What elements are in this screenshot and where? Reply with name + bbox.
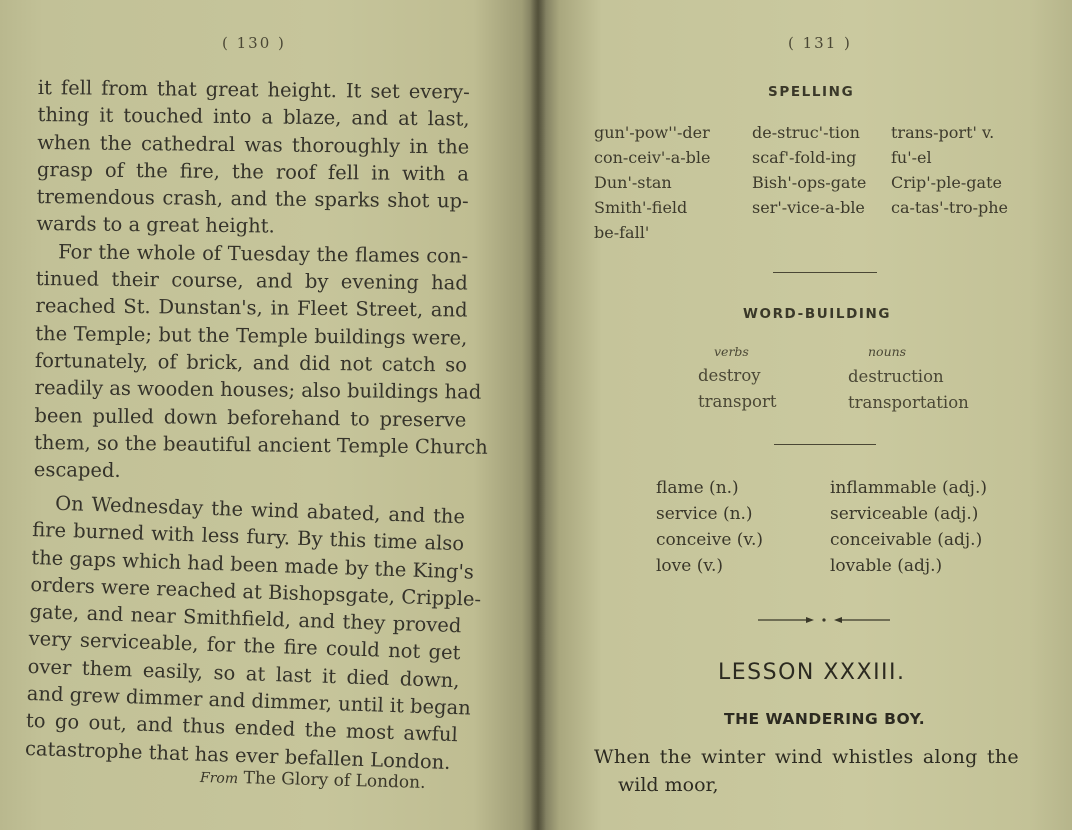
- text-line: tinued their course, and by evening had: [35, 267, 468, 295]
- paragraph-3: [24, 489, 482, 776]
- poem-text: [594, 746, 1054, 796]
- spelling-word: con-ceiv'-a-ble: [594, 148, 711, 167]
- word-building-heading: WORD-BUILDING: [743, 306, 892, 322]
- text-line: the gaps which had been made by the King's: [31, 545, 475, 584]
- right-page: [538, 0, 1072, 830]
- text-line: escaped.: [33, 458, 121, 483]
- poem-line: wild moor,: [618, 774, 719, 796]
- attribution-source: The Glory of London.: [243, 768, 426, 793]
- spelling-word: ca-tas'-tro-phe: [891, 198, 1009, 217]
- pos-left-word: love (v.): [656, 556, 723, 576]
- verb-word: destroy: [698, 366, 761, 385]
- paragraph-2: [33, 238, 488, 488]
- pos-right-word: conceivable (adj.): [830, 530, 983, 550]
- pos-left-word: service (n.): [656, 504, 753, 524]
- right-page-number: ( 131 ): [788, 34, 852, 52]
- noun-word: destruction: [848, 367, 944, 386]
- spelling-word: Smith'-field: [594, 198, 688, 217]
- spelling-column-2: [752, 120, 866, 220]
- text-line: when the cathedral was thoroughly in the: [37, 130, 470, 159]
- noun-word: transportation: [848, 393, 969, 412]
- text-line: catastrophe that has ever befallen London.: [24, 736, 451, 775]
- left-body-text: [24, 74, 488, 775]
- text-line: readily as wooden houses; also buildings had: [34, 376, 482, 404]
- text-line: fortunately, of brick, and did not catch so: [34, 348, 468, 377]
- verbs-label: verbs: [714, 344, 749, 359]
- attribution-from: From: [199, 770, 239, 788]
- spelling-word: gun'-pow''-der: [594, 123, 710, 142]
- ornament-divider: [758, 612, 890, 628]
- text-line: been pulled down beforehand to preserve: [34, 403, 467, 432]
- verb-word: transport: [698, 392, 777, 411]
- text-line: very serviceable, for the fire could not get: [28, 627, 461, 666]
- text-line: wards to a great height.: [36, 212, 275, 238]
- pos-left-word: conceive (v.): [656, 530, 764, 550]
- spelling-word: ser'-vice-a-ble: [752, 198, 865, 217]
- spelling-word: fu'-el: [891, 148, 932, 167]
- spelling-word: Dun'-stan: [594, 173, 672, 192]
- poem-line: When the winter wind whistles along the: [594, 746, 1019, 768]
- text-line: tremendous crash, and the sparks shot up-: [36, 185, 469, 213]
- text-line: For the whole of Tuesday the flames con-: [58, 240, 469, 268]
- book-gutter: [530, 0, 546, 830]
- spelling-word: trans-port' v.: [891, 123, 995, 142]
- spelling-word: de-struc'-tion: [752, 123, 860, 142]
- divider-rule: [773, 272, 877, 273]
- spelling-word: Crip'-ple-gate: [891, 173, 1002, 192]
- text-line: and grew dimmer and dimmer, until it began: [26, 682, 472, 721]
- pos-right-word: lovable (adj.): [830, 556, 943, 576]
- text-line: it fell from that great height. It set every-: [37, 75, 470, 104]
- left-page-number: ( 130 ): [222, 34, 286, 52]
- divider-rule: [774, 444, 876, 445]
- spelling-column-1: [594, 120, 710, 245]
- pos-right-word: inflammable (adj.): [830, 478, 987, 498]
- nouns-label: nouns: [868, 344, 907, 359]
- spelling-column-3: [891, 120, 1008, 220]
- text-line: grasp of the fire, the roof fell in with a: [36, 157, 470, 186]
- text-line: to go out, and thus ended the most awful: [25, 709, 459, 747]
- text-line: fire burned with less fury. By this time also: [31, 518, 465, 557]
- text-line: the Temple; but the Temple buildings were,: [35, 321, 468, 350]
- text-line: gate, and near Smithfield, and they proved: [29, 600, 462, 638]
- text-line: On Wednesday the wind abated, and the: [54, 492, 466, 529]
- text-line: thing it touched into a blaze, and at last,: [37, 103, 470, 131]
- pos-right-word: serviceable (adj.): [830, 504, 979, 524]
- text-line: them, so the beautiful ancient Temple Church: [34, 430, 488, 459]
- lesson-subtitle: THE WANDERING BOY.: [724, 710, 926, 728]
- spelling-heading: SPELLING: [768, 84, 855, 100]
- spelling-word: scaf'-fold-ing: [752, 148, 857, 167]
- spelling-word: be-fall': [594, 223, 650, 242]
- paragraph-1: [36, 74, 470, 242]
- text-line: over them easily, so at last it died down,: [27, 655, 460, 693]
- spelling-word: Bish'-ops-gate: [752, 173, 867, 192]
- pos-left-word: flame (n.): [656, 478, 739, 498]
- text-line: reached St. Dunstan's, in Fleet Street, and: [35, 294, 468, 322]
- text-line: orders were reached at Bishopsgate, Cripple-: [30, 573, 482, 612]
- lesson-title: LESSON XXXIII.: [718, 660, 906, 685]
